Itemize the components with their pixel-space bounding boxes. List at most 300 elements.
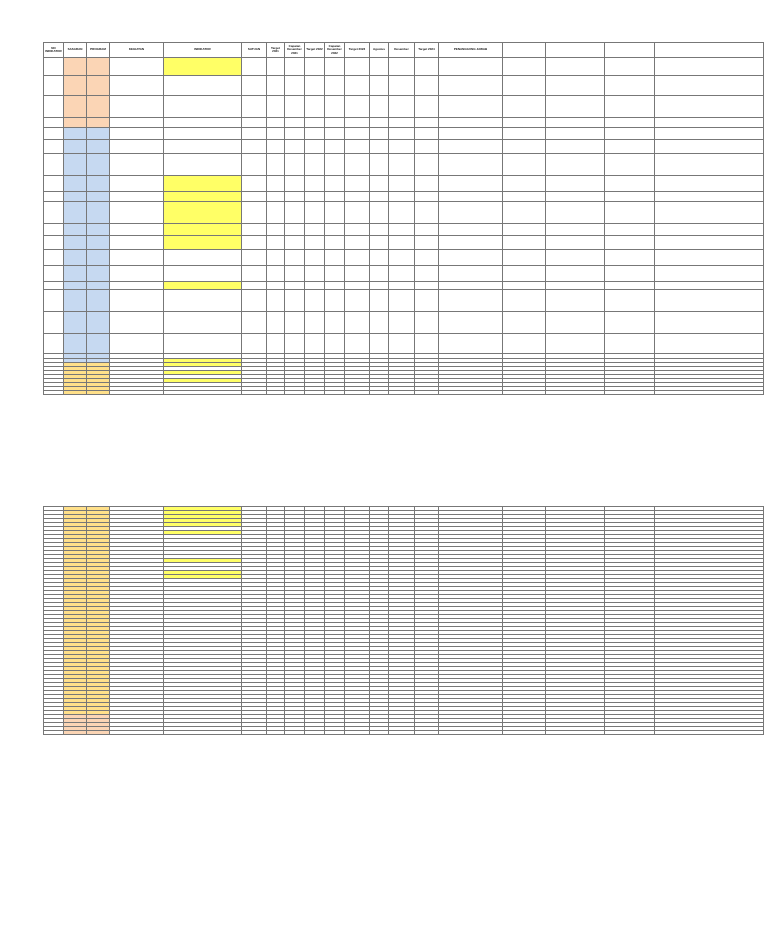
table-cell: [415, 58, 439, 76]
table-cell: [325, 236, 345, 250]
table-cell: [439, 224, 503, 236]
table-cell: [605, 236, 655, 250]
table-cell: [605, 391, 655, 395]
table-body-2: [44, 507, 764, 735]
table-cell: [439, 266, 503, 282]
table-cell: [305, 154, 325, 176]
table-cell: [415, 282, 439, 290]
table-cell: [267, 192, 285, 202]
table-cell: [389, 192, 415, 202]
table-cell: [605, 731, 655, 735]
table-cell: [87, 154, 110, 176]
table-cell: [44, 224, 64, 236]
table-cell: [164, 312, 242, 334]
table-cell: [389, 154, 415, 176]
table-cell: [325, 282, 345, 290]
table-cell: [370, 731, 389, 735]
table-cell: [242, 334, 267, 354]
table-cell: [605, 176, 655, 192]
table-cell: [546, 236, 605, 250]
table-cell: [546, 391, 605, 395]
table-cell: [605, 266, 655, 282]
table-cell: [370, 266, 389, 282]
table-cell: [285, 236, 305, 250]
table-cell: [242, 118, 267, 128]
table-cell: [345, 176, 370, 192]
table-cell: [503, 731, 546, 735]
table-cell: [655, 192, 764, 202]
table-cell: [285, 202, 305, 224]
table-cell: [164, 58, 242, 76]
header-desember: Desember: [389, 43, 415, 58]
table-cell: [503, 140, 546, 154]
table-cell: [370, 202, 389, 224]
table-cell: [110, 250, 164, 266]
table-cell: [64, 128, 87, 140]
table-cell: [267, 334, 285, 354]
table-cell: [655, 290, 764, 312]
table-cell: [242, 224, 267, 236]
table-cell: [305, 96, 325, 118]
table-cell: [325, 154, 345, 176]
table-cell: [305, 58, 325, 76]
table-row: [44, 154, 764, 176]
table-cell: [242, 140, 267, 154]
table-cell: [415, 154, 439, 176]
table-cell: [44, 236, 64, 250]
table-cell: [267, 58, 285, 76]
header-penanggung-jawab: PENANGGUNG JAWAB: [439, 43, 503, 58]
table-cell: [285, 250, 305, 266]
table-cell: [389, 266, 415, 282]
table-cell: [164, 128, 242, 140]
table-cell: [242, 96, 267, 118]
table-cell: [325, 731, 345, 735]
table-cell: [655, 118, 764, 128]
table-cell: [325, 250, 345, 266]
table-cell: [325, 176, 345, 192]
table-cell: [345, 202, 370, 224]
table-cell: [370, 236, 389, 250]
table-cell: [305, 282, 325, 290]
header-target-2024: Target 2024: [415, 43, 439, 58]
table-cell: [389, 202, 415, 224]
header-blank-2: [546, 43, 605, 58]
table-cell: [64, 140, 87, 154]
table-cell: [110, 96, 164, 118]
table-cell: [389, 140, 415, 154]
table-cell: [370, 58, 389, 76]
table-cell: [305, 312, 325, 334]
table-cell: [389, 334, 415, 354]
table-cell: [87, 140, 110, 154]
table-cell: [439, 76, 503, 96]
header-sasaran: SASARAN: [64, 43, 87, 58]
table-cell: [87, 118, 110, 128]
table-row: [44, 128, 764, 140]
table-cell: [44, 154, 64, 176]
table-cell: [655, 224, 764, 236]
table-cell: [370, 334, 389, 354]
table-cell: [439, 58, 503, 76]
table-cell: [64, 290, 87, 312]
table-row: [44, 76, 764, 96]
table-cell: [242, 312, 267, 334]
table-cell: [44, 128, 64, 140]
table-cell: [345, 290, 370, 312]
table-cell: [345, 118, 370, 128]
table-body-1: [44, 58, 764, 395]
table-cell: [285, 118, 305, 128]
table-cell: [242, 236, 267, 250]
table-cell: [64, 731, 87, 735]
table-cell: [164, 391, 242, 395]
table-cell: [439, 731, 503, 735]
table-cell: [110, 290, 164, 312]
table-cell: [285, 266, 305, 282]
table-cell: [164, 334, 242, 354]
table-cell: [305, 202, 325, 224]
table-cell: [87, 250, 110, 266]
table-cell: [87, 176, 110, 192]
table-cell: [285, 282, 305, 290]
table-cell: [242, 58, 267, 76]
table-cell: [605, 154, 655, 176]
table-cell: [389, 391, 415, 395]
table-cell: [164, 96, 242, 118]
table-cell: [415, 118, 439, 128]
table-row: [44, 290, 764, 312]
table-cell: [44, 312, 64, 334]
table-cell: [605, 96, 655, 118]
header-row: [44, 43, 764, 58]
table-cell: [439, 250, 503, 266]
table-cell: [242, 290, 267, 312]
table-cell: [503, 236, 546, 250]
table-cell: [325, 128, 345, 140]
table-cell: [439, 282, 503, 290]
table-cell: [439, 202, 503, 224]
table-cell: [110, 128, 164, 140]
table-cell: [87, 202, 110, 224]
table-row: [44, 140, 764, 154]
table-cell: [503, 391, 546, 395]
table-cell: [164, 282, 242, 290]
table-cell: [389, 176, 415, 192]
table-cell: [503, 266, 546, 282]
table-row: [44, 731, 764, 735]
table-cell: [415, 224, 439, 236]
header-target-2023: Target 2023: [345, 43, 370, 58]
table-cell: [64, 154, 87, 176]
table-cell: [64, 282, 87, 290]
table-cell: [242, 176, 267, 192]
table-cell: [267, 76, 285, 96]
table-cell: [44, 118, 64, 128]
table-cell: [345, 731, 370, 735]
table-cell: [655, 266, 764, 282]
table-cell: [546, 140, 605, 154]
table-cell: [242, 192, 267, 202]
table-cell: [44, 202, 64, 224]
table-cell: [655, 176, 764, 192]
table-cell: [164, 731, 242, 735]
table-cell: [345, 250, 370, 266]
sheet-page-1: [43, 42, 763, 395]
table-cell: [370, 118, 389, 128]
table-cell: [87, 312, 110, 334]
table-cell: [503, 202, 546, 224]
table-cell: [110, 140, 164, 154]
table-cell: [164, 236, 242, 250]
table-row: [44, 224, 764, 236]
table-cell: [546, 334, 605, 354]
table-cell: [242, 128, 267, 140]
table-cell: [389, 236, 415, 250]
table-cell: [546, 266, 605, 282]
table-cell: [546, 96, 605, 118]
table-cell: [242, 202, 267, 224]
table-cell: [325, 76, 345, 96]
table-cell: [44, 282, 64, 290]
table-cell: [389, 128, 415, 140]
table-cell: [370, 250, 389, 266]
table-cell: [325, 266, 345, 282]
table-cell: [325, 192, 345, 202]
table-cell: [370, 192, 389, 202]
table-row: [44, 312, 764, 334]
table-cell: [503, 282, 546, 290]
table-cell: [267, 154, 285, 176]
table-cell: [285, 224, 305, 236]
table-cell: [345, 266, 370, 282]
table-cell: [44, 58, 64, 76]
table-cell: [267, 731, 285, 735]
table-cell: [87, 224, 110, 236]
table-cell: [503, 224, 546, 236]
table-cell: [389, 58, 415, 76]
table-cell: [305, 266, 325, 282]
table-cell: [345, 140, 370, 154]
table-cell: [439, 128, 503, 140]
table-cell: [64, 266, 87, 282]
table-cell: [503, 58, 546, 76]
table-cell: [64, 58, 87, 76]
table-cell: [546, 118, 605, 128]
table-cell: [285, 154, 305, 176]
table-cell: [305, 391, 325, 395]
table-cell: [267, 224, 285, 236]
table-cell: [345, 76, 370, 96]
table-cell: [87, 128, 110, 140]
table-cell: [546, 290, 605, 312]
table-cell: [164, 290, 242, 312]
table-cell: [110, 192, 164, 202]
table-cell: [64, 391, 87, 395]
table-cell: [44, 290, 64, 312]
table-cell: [655, 128, 764, 140]
table-row: [44, 192, 764, 202]
table-cell: [389, 224, 415, 236]
table-row: [44, 391, 764, 395]
table-cell: [285, 76, 305, 96]
table-cell: [605, 140, 655, 154]
table-cell: [415, 334, 439, 354]
header-blank-3: [605, 43, 655, 58]
table-cell: [64, 236, 87, 250]
table-cell: [267, 118, 285, 128]
table-cell: [415, 192, 439, 202]
table-cell: [605, 224, 655, 236]
table-cell: [267, 176, 285, 192]
table-cell: [605, 290, 655, 312]
table-row: [44, 250, 764, 266]
table-cell: [389, 290, 415, 312]
table-cell: [503, 176, 546, 192]
table-cell: [389, 118, 415, 128]
table-cell: [415, 250, 439, 266]
table-cell: [305, 731, 325, 735]
table-cell: [64, 176, 87, 192]
table-cell: [546, 312, 605, 334]
table-cell: [605, 118, 655, 128]
table-cell: [267, 250, 285, 266]
table-cell: [325, 118, 345, 128]
table-cell: [389, 731, 415, 735]
header-blank-4: [655, 43, 764, 58]
table-cell: [439, 176, 503, 192]
table-cell: [325, 312, 345, 334]
table-cell: [44, 334, 64, 354]
table-cell: [503, 118, 546, 128]
table-row: [44, 236, 764, 250]
table-cell: [242, 250, 267, 266]
header-target-2021: Target 2021: [267, 43, 285, 58]
table-cell: [305, 76, 325, 96]
table-cell: [345, 312, 370, 334]
table-cell: [546, 250, 605, 266]
table-cell: [267, 391, 285, 395]
table-row: [44, 58, 764, 76]
table-cell: [305, 236, 325, 250]
table-cell: [110, 266, 164, 282]
table-cell: [345, 334, 370, 354]
table-cell: [87, 391, 110, 395]
table-cell: [503, 192, 546, 202]
table-cell: [325, 202, 345, 224]
table-cell: [267, 128, 285, 140]
table-cell: [164, 192, 242, 202]
table-cell: [503, 128, 546, 140]
table-cell: [415, 312, 439, 334]
table-cell: [415, 176, 439, 192]
table-cell: [110, 731, 164, 735]
table-cell: [503, 76, 546, 96]
table-cell: [439, 334, 503, 354]
table-cell: [110, 334, 164, 354]
table-cell: [64, 96, 87, 118]
table-cell: [87, 236, 110, 250]
table-cell: [546, 176, 605, 192]
table-cell: [87, 266, 110, 282]
table-cell: [370, 176, 389, 192]
table-cell: [164, 118, 242, 128]
table-row: [44, 202, 764, 224]
table-cell: [655, 58, 764, 76]
table-cell: [242, 76, 267, 96]
table-cell: [44, 192, 64, 202]
table-cell: [110, 236, 164, 250]
table-cell: [415, 266, 439, 282]
table-cell: [605, 282, 655, 290]
table-cell: [655, 731, 764, 735]
table-cell: [503, 312, 546, 334]
table-cell: [242, 391, 267, 395]
header-program: PROGRAM: [87, 43, 110, 58]
table-cell: [439, 290, 503, 312]
table-cell: [285, 140, 305, 154]
table-cell: [164, 202, 242, 224]
table-cell: [655, 96, 764, 118]
table-cell: [64, 118, 87, 128]
table-cell: [110, 176, 164, 192]
table-cell: [503, 154, 546, 176]
table-cell: [44, 76, 64, 96]
table-row: [44, 118, 764, 128]
header-no: NO INDIKATOR: [44, 43, 64, 58]
table-cell: [370, 76, 389, 96]
table-cell: [655, 334, 764, 354]
table-cell: [345, 282, 370, 290]
table-cell: [242, 731, 267, 735]
table-cell: [370, 290, 389, 312]
table-cell: [110, 202, 164, 224]
table-cell: [305, 334, 325, 354]
table-cell: [164, 154, 242, 176]
table-cell: [605, 76, 655, 96]
table-cell: [267, 236, 285, 250]
table-cell: [439, 96, 503, 118]
table-cell: [64, 192, 87, 202]
table-cell: [415, 202, 439, 224]
indicator-table-1: [43, 42, 764, 395]
table-cell: [655, 312, 764, 334]
table-cell: [546, 58, 605, 76]
table-row: [44, 176, 764, 192]
table-row: [44, 334, 764, 354]
table-cell: [87, 96, 110, 118]
table-cell: [503, 250, 546, 266]
table-cell: [110, 76, 164, 96]
header-blank-1: [503, 43, 546, 58]
table-cell: [87, 290, 110, 312]
header-kegiatan: KEGIATAN: [110, 43, 164, 58]
table-cell: [87, 731, 110, 735]
table-cell: [44, 250, 64, 266]
table-cell: [110, 312, 164, 334]
table-cell: [110, 58, 164, 76]
table-cell: [285, 312, 305, 334]
table-cell: [345, 128, 370, 140]
table-cell: [655, 140, 764, 154]
table-cell: [439, 118, 503, 128]
table-cell: [64, 224, 87, 236]
table-cell: [267, 312, 285, 334]
table-cell: [655, 76, 764, 96]
table-cell: [605, 334, 655, 354]
table-cell: [605, 128, 655, 140]
table-cell: [285, 128, 305, 140]
